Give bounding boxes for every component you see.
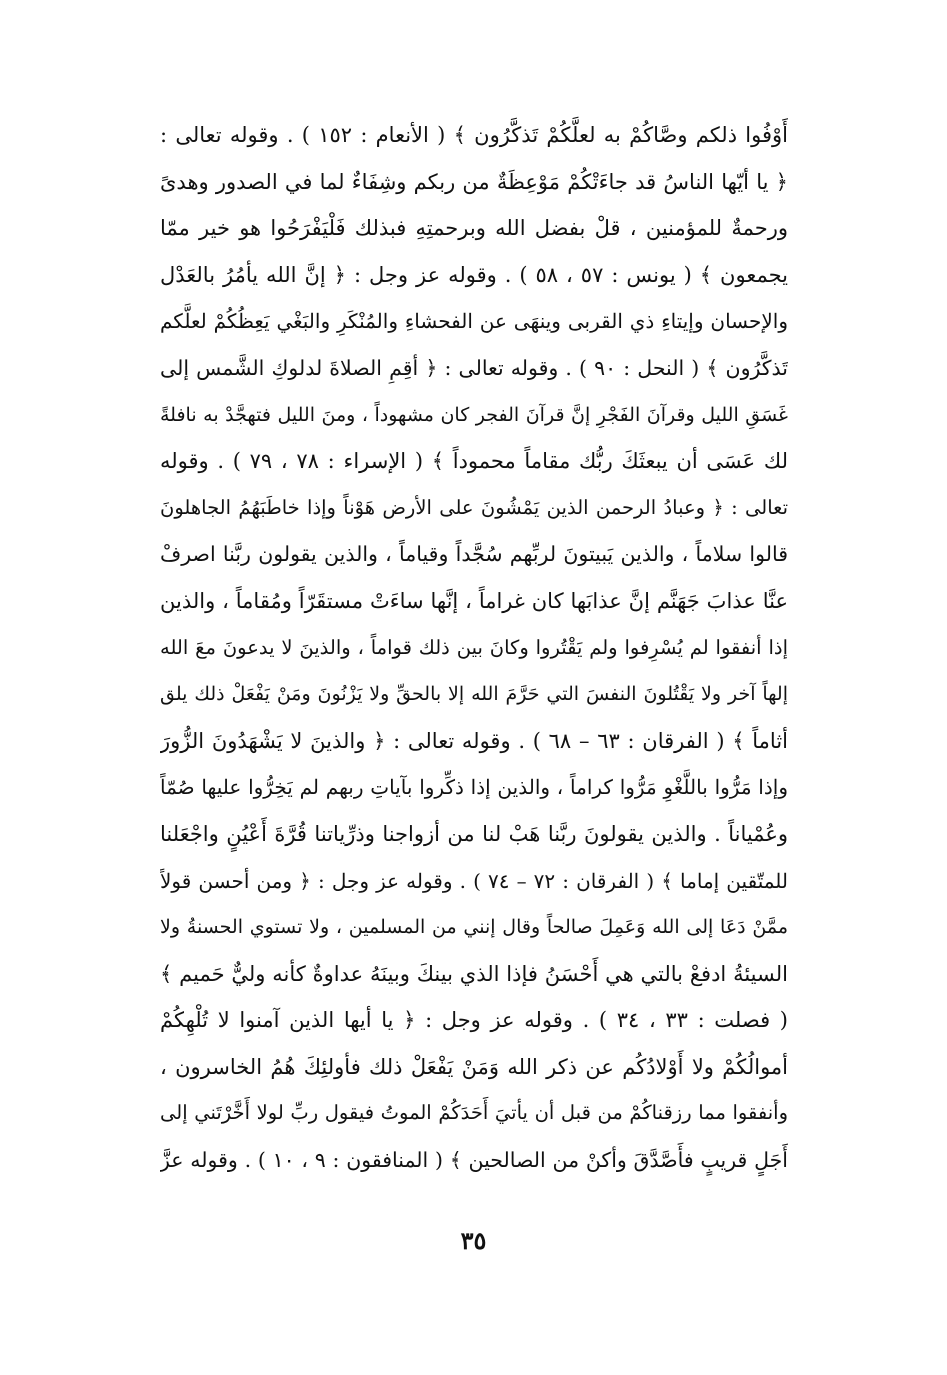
text-line: السيئةُ ادفعْ بالتي هي أَحْسَنُ فإذا الذي بينكَ وبينَهُ عداوةٌ كأنه وليٌّ حَميم ﴾ [160, 961, 788, 986]
body-text [160, 112, 788, 1184]
text-line: أَجَلٍ قريبٍ فأَصَّدَّقَ وأكنْ من الصالحين ﴾ ( المنافقون : ٩ ، ١٠ ) . وقوله عزَّ [160, 1148, 788, 1173]
text-line: وإذا مَرُّوا باللَّغْوِ مَرُّوا كراماً ، والذين إذا ذكِّروا بآياتِ ربهم لم يَخِرُّوا عليها صُمّاً [160, 775, 788, 800]
text-line: والإحسان وإيتاءِ ذي القربى وينهَى عن الفحشاءِ والمُنْكَرِ والبَغْي يَعِظُكُمْ لعلَّكم [160, 309, 788, 334]
text-line: إذا أنفقوا لم يُسْرِفوا ولم يَقْتُروا وكانَ بين ذلك قواماً ، والذينَ لا يدعونَ معَ الله [160, 635, 788, 659]
text-line: إلهاً آخر ولا يَقْتُلونَ النفسَ التي حَرَّمَ الله إلا بالحقِّ ولا يَزْنُونَ ومَنْ يَفْعَلْ ذلك يلق [160, 683, 788, 706]
text-line: أَوْفُوا ذلكم وصَّاكُمْ به لعلَّكُمْ تَذكَّرُون ﴾ ( الأنعام : ١٥٢ ) . وقوله تعالى : [160, 123, 788, 147]
text-line: ﴿ يا أيّها الناسُ قد جاءَتْكُمْ مَوْعِظَةٌ من ربكم وشِفَاءٌ لما في الصدور وهدىً [160, 169, 788, 194]
text-line: عنَّا عذابَ جَهَنَّم إنَّ عذابَها كان غراماً ، إنَّها ساءَتْ مستقَرّاً ومُقاماً ، والذين [160, 588, 788, 613]
text-line: للمتّقين إماما ﴾ ( الفرقان : ٧٢ – ٧٤ ) . وقوله عز وجل : ﴿ ومن أحسن قولاً [160, 868, 788, 893]
text-line: غَسَقِ الليل وقرآنَ الفَجْرِ إنَّ قرآنَ الفجر كان مشهوداً ، ومنَ الليل فتهجَّدْ به نافلةً [160, 403, 788, 426]
text-line: تعالى : ﴿ وعبادُ الرحمن الذين يَمْشُونَ على الأرض هَوْناً وإذا خاطَبَهُمُ الجاهلونَ [160, 495, 788, 519]
text-line: أثاماً ﴾ ( الفرقان : ٦٣ – ٦٨ ) . وقوله تعالى : ﴿ والذينَ لا يَشْهَدُونَ الزُّورَ [160, 728, 788, 753]
text-line: ممَّنْ دَعَا إلى الله وَعَمِلَ صالحاً وقال إنني من المسلمين ، ولا تستوي الحسنةُ ولا [160, 916, 788, 939]
text-line: أموالُكُمْ ولا أَوْلادُكُم عن ذكر الله وَمَنْ يَفْعَلْ ذلك فأولئِكَ هُمُ الخاسرون ، [160, 1054, 788, 1079]
text-line: ورحمةٌ للمؤمنين ، قلْ بفضل الله وبرحمتِهِ فبذلك فَلْيَفْرَحُوا هو خير ممّا [160, 216, 788, 241]
text-line: لك عَسَى أن يبعثَكَ ربُّك مقاماً محموداً ﴾ ( الإسراء : ٧٨ ، ٧٩ ) . وقوله [160, 449, 788, 474]
text-line: وأنفقوا مما رزقناكُمْ من قبل أن يأتيَ أَحَدَكُمْ الموتُ فيقول ربِّ لولا أَخَّرْتَني إلى [160, 1101, 788, 1125]
text-line: ( فصلت : ٣٣ ، ٣٤ ) . وقوله عز وجل : ﴿ يا أيها الذين آمنوا لا تُلْهِكُمْ [160, 1008, 788, 1033]
text-line: قالوا سلاماً ، والذين يَبيتونَ لربِّهم سُجَّداً وقياماً ، والذين يقولون ربَّنا اصرفْ [160, 542, 788, 567]
text-line: تَذكَّرُون ﴾ ( النحل : ٩٠ ) . وقوله تعالى : ﴿ أقِمِ الصلاةَ لدلوكِ الشَّمس إلى [160, 355, 788, 380]
text-line: وعُمْياناً . والذين يقولونَ ربَّنا هَبْ لنا من أزواجنا وذرِّياتنا قُرَّةَ أَعْيُنٍ واجْعَلنا [160, 821, 788, 846]
page-number: ٣٥ [460, 1226, 487, 1255]
text-line: يجمعون ﴾ ( يونس : ٥٧ ، ٥٨ ) . وقوله عز وجل : ﴿ إنَّ الله يأمُرُ بالعَدْل [160, 262, 788, 287]
